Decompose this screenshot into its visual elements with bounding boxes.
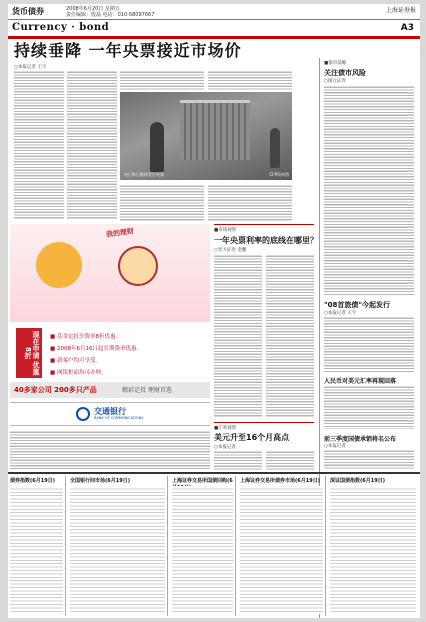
article2-headline: 一年央票利率的底线在哪里？ bbox=[214, 236, 318, 245]
table-rows bbox=[240, 486, 323, 614]
table-repo bbox=[170, 476, 236, 616]
table-bond-index bbox=[8, 476, 66, 616]
ad-badge: 现在申请 优惠8折 bbox=[16, 328, 42, 378]
bank-name-en: BANK OF COMMUNICATIONS bbox=[94, 416, 144, 420]
header-rule bbox=[8, 36, 420, 39]
bank-name: 交通银行 bbox=[94, 407, 126, 416]
building-graphic bbox=[180, 100, 250, 160]
column-title: Currency · bond bbox=[12, 22, 110, 33]
sidebar-source-2: ○本报记者 王宇 bbox=[324, 311, 357, 316]
section-name: 货币债券 bbox=[12, 7, 44, 16]
article3-col2 bbox=[266, 450, 314, 470]
table-title: 上海证券交易所债券市场(6月19日) bbox=[240, 478, 321, 484]
table-title: 上海证券交易所国债回购(6 bbox=[172, 478, 233, 484]
sidebar-tag-1: ■债市前瞻 bbox=[324, 61, 347, 66]
sidebar-text-1 bbox=[324, 85, 414, 295]
sidebar-headline-4: 前三季度国债承销将名公布 bbox=[324, 436, 397, 443]
paper-name: 上海证券报 bbox=[385, 7, 416, 14]
fund-advertisement[interactable] bbox=[10, 224, 210, 400]
article3-col1 bbox=[214, 450, 262, 470]
table-title: 深证国债指数(6月19日) bbox=[330, 478, 386, 484]
lead-text-col1 bbox=[14, 70, 64, 220]
market-tables bbox=[8, 472, 420, 618]
table-szse-index bbox=[328, 476, 418, 616]
article-rule-2 bbox=[214, 422, 314, 423]
date-line: 2008年6月20日 星期五 bbox=[66, 6, 120, 12]
sun-illustration bbox=[36, 242, 82, 288]
ad-slogan: 我的理财 bbox=[105, 227, 135, 239]
ad-bullet-2: ■ 2008年6月16日起长期费率优惠。 bbox=[50, 344, 142, 352]
article3-headline: 美元升至16个月高点 bbox=[214, 433, 290, 442]
article3-byline: ○本报记者 bbox=[214, 445, 236, 450]
lead-headline: 持续垂降 一年央票接近市场价 bbox=[14, 41, 242, 60]
bank-banner[interactable] bbox=[10, 402, 210, 426]
sidebar-text-4 bbox=[324, 449, 414, 469]
sidebar-source-1: ○国元证券 bbox=[324, 79, 346, 84]
ad-footer-left: 40多家公司 200多只产品 bbox=[14, 386, 97, 394]
sidebar-headline-2: "08首旅债"今起发行 bbox=[324, 301, 391, 309]
person-graphic-2 bbox=[270, 128, 280, 168]
lead-text-col6 bbox=[208, 184, 292, 222]
editor-line: 责任编辑：殷磊 电话：010-58097667 bbox=[66, 12, 155, 18]
article2-col2 bbox=[266, 254, 314, 418]
bank-logo-icon bbox=[76, 407, 90, 421]
table-rows bbox=[330, 486, 416, 614]
ad-bullet-4: ■ 网银柜面均可办理。 bbox=[50, 368, 106, 376]
ad-footer bbox=[10, 382, 210, 398]
table-sse-bonds bbox=[238, 476, 326, 616]
article2-byline: ○光大证券 金鹏 bbox=[214, 248, 247, 253]
ad-bullet-1: ■ 基金定投享费率8折优惠。 bbox=[50, 332, 121, 340]
lead-text-col5 bbox=[120, 184, 204, 222]
page-number: A3 bbox=[400, 23, 414, 33]
sidebar-headline-1: 关注债市风险 bbox=[324, 69, 366, 77]
person-graphic bbox=[150, 122, 164, 172]
photo-caption: 央行昨日继续发行央票 bbox=[124, 172, 164, 177]
table-title: 债券指数(6月19日) bbox=[10, 478, 56, 484]
newspaper-page bbox=[8, 4, 420, 618]
table-rows bbox=[70, 486, 165, 614]
article-rule bbox=[214, 224, 314, 225]
sidebar-source-4: ○本报记者 bbox=[324, 444, 346, 449]
lead-photo bbox=[120, 92, 292, 180]
article3-tag: ■汇率观察 bbox=[214, 426, 237, 431]
table-title: 全国银行间市场(6月19日) bbox=[70, 478, 131, 484]
table-interbank bbox=[68, 476, 168, 616]
article2-col1 bbox=[214, 254, 262, 418]
lead-text-col2 bbox=[67, 70, 117, 220]
mascot-illustration bbox=[118, 246, 158, 286]
sidebar-text-2 bbox=[324, 316, 414, 372]
lead-text-bottom bbox=[10, 430, 210, 470]
lead-text-col4 bbox=[208, 70, 292, 90]
lead-text-col3 bbox=[120, 70, 204, 90]
table-rows bbox=[172, 486, 233, 614]
photo-credit: CFP资料图 bbox=[269, 172, 289, 177]
lead-byline: ○本报记者 王宇 bbox=[14, 65, 47, 70]
sidebar-headline-3: 人民币对美元汇率再现回落 bbox=[324, 378, 397, 385]
ad-bullet-3: ■ 新客户均可享受。 bbox=[50, 356, 101, 364]
sidebar-text-3 bbox=[324, 385, 414, 429]
ad-footer-right: 精彩定投 理财首选 bbox=[122, 387, 172, 394]
article2-tag: ■市场观察 bbox=[214, 228, 237, 233]
table-rows bbox=[10, 486, 63, 614]
masthead bbox=[8, 4, 420, 20]
